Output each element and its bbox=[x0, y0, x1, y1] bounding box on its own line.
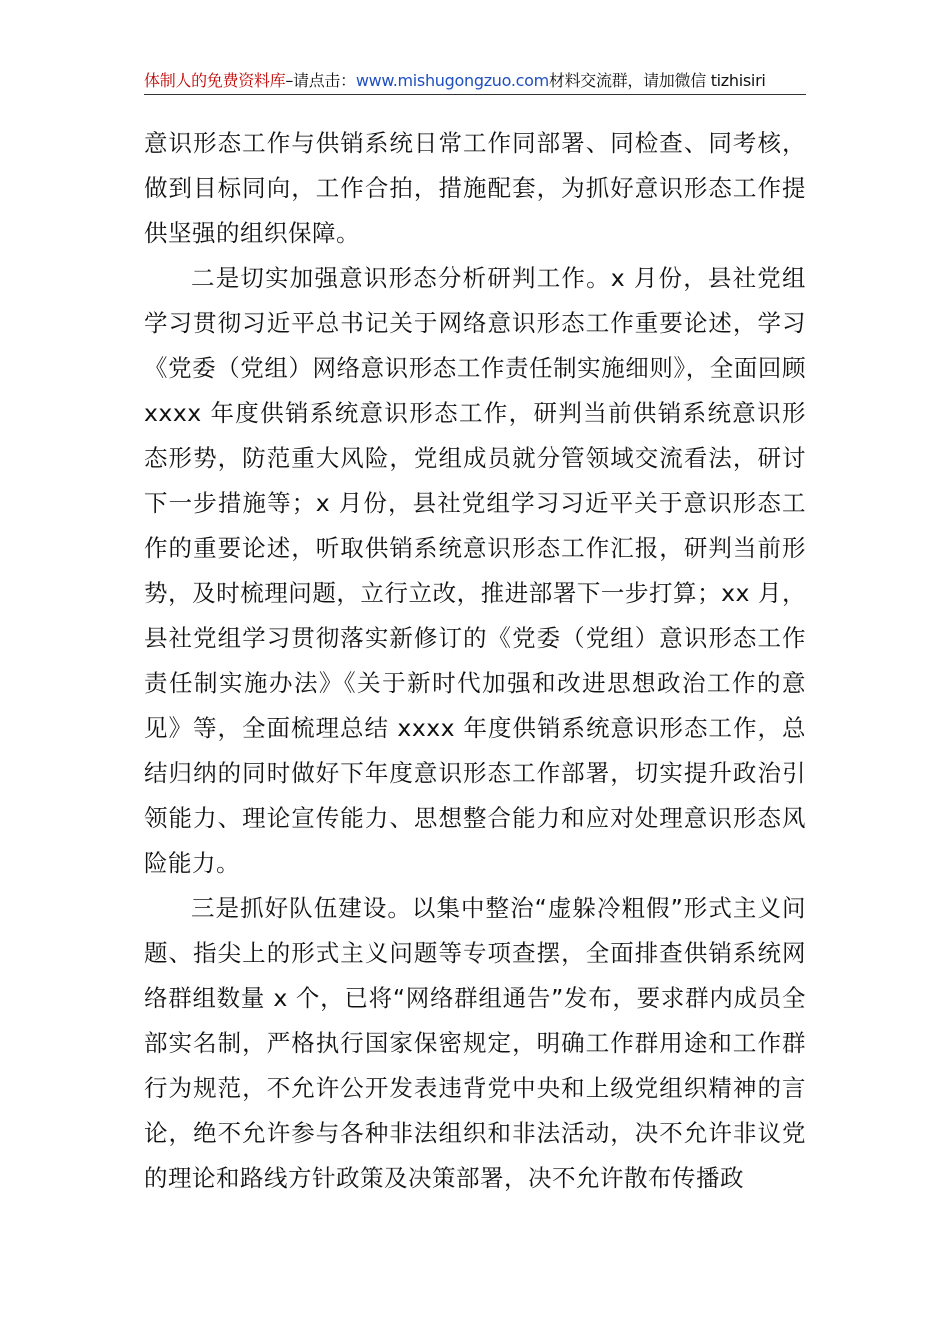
page-header bbox=[144, 68, 806, 94]
header-brand: 体制人的免费资料库 bbox=[144, 71, 286, 90]
paragraph-analysis: 二是切实加强意识形态分析研判工作。x 月份，县社党组学习贯彻习近平总书记关于网络意识形态工作重要论述，学习《党委（党组）网络意识形态工作责任制实施细则》，全面回顾 xxxx 年度供销系统意识形态工作，研判当前供销系统意识形态形势，防范重大风险，党组成员就分管领域交流看法，研讨下一步措施等；x 月份，县社党组学习习近平关于意识形态工作的重要论述，听取供销系统意识形态工作汇报，研判当前形势，及时梳理问题，立行立改，推进部署下一步打算；xx 月，县社党组学习贯彻落实新修订的《党委（党组）意识形态工作责任制实施办法》《关于新时代加强和改进思想政治工作的意见》等，全面梳理总结 xxxx 年度供销系统意识形态工作，总结归纳的同时做好下年度意识形态工作部署，切实提升政治引领能力、理论宣传能力、思想整合能力和应对处理意识形态风险能力。 bbox=[144, 264, 806, 877]
paragraph-continuation: 意识形态工作与供销系统日常工作同部署、同检查、同考核，做到目标同向，工作合拍，措施配套，为抓好意识形态工作提供坚强的组织保障。 bbox=[144, 129, 806, 247]
header-link-prompt: –请点击： bbox=[285, 71, 356, 90]
header-url-link[interactable]: www.mishugongzuo.com bbox=[355, 71, 549, 90]
header-contact: 材料交流群，请加微信 tizhisiri bbox=[548, 71, 766, 90]
header-divider bbox=[144, 94, 806, 95]
paragraph-team-building: 三是抓好队伍建设。以集中整治“虚躲冷粗假”形式主义问题、指尖上的形式主义问题等专项查摆，全面排查供销系统网络群组数量 x 个，已将“网络群组通告”发布，要求群内成员全部实名制，严格执行国家保密规定，明确工作群用途和工作群行为规范，不允许公开发表违背党中央和上级党组织精神的言论，绝不允许参与各种非法组织和非法活动，决不允许非议党的理论和路线方针政策及决策部署，决不允许散布传播政 bbox=[144, 894, 806, 1192]
document-body bbox=[144, 121, 806, 1201]
